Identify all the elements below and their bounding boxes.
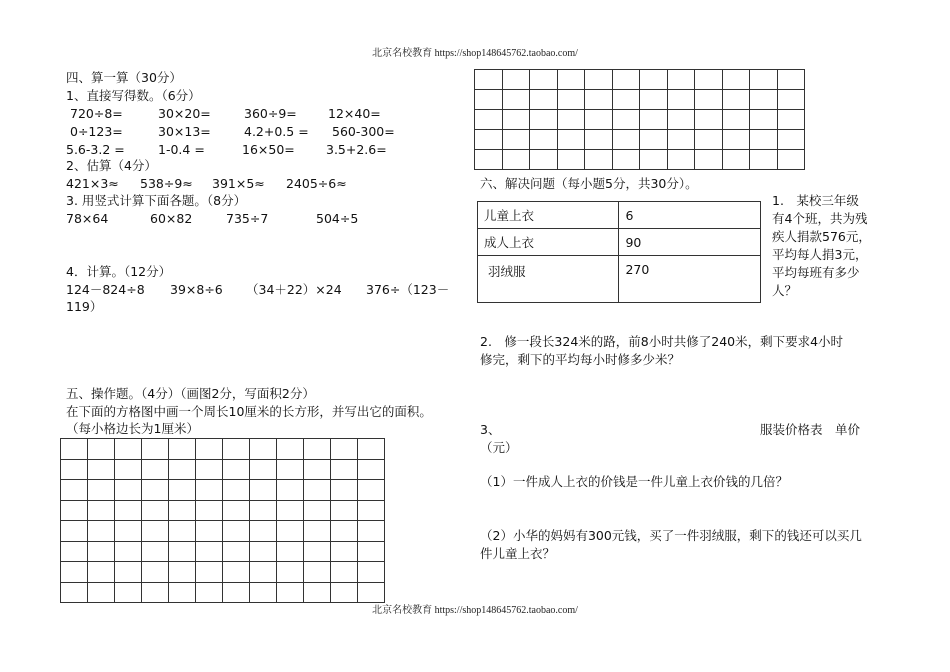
grid-cell[interactable] — [61, 582, 88, 603]
grid-cell[interactable] — [475, 90, 503, 110]
grid-cell[interactable] — [331, 562, 358, 583]
grid-cell[interactable] — [61, 500, 88, 521]
grid-cell[interactable] — [61, 541, 88, 562]
grid-cell[interactable] — [223, 541, 250, 562]
grid-cell[interactable] — [304, 582, 331, 603]
grid-cell[interactable] — [557, 150, 585, 170]
grid-cell[interactable] — [331, 480, 358, 501]
grid-cell[interactable] — [115, 459, 142, 480]
grid-cell[interactable] — [61, 562, 88, 583]
price-item-value: 90 — [619, 229, 761, 256]
grid-cell[interactable] — [695, 90, 723, 110]
grid-cell[interactable] — [585, 150, 613, 170]
grid-cell[interactable] — [115, 439, 142, 460]
grid-cell[interactable] — [88, 500, 115, 521]
grid-cell[interactable] — [250, 480, 277, 501]
problem-3-table-title: 服装价格表 单价 — [760, 422, 861, 437]
grid-cell[interactable] — [475, 130, 503, 150]
grid-cell[interactable] — [502, 110, 530, 130]
grid-cell[interactable] — [530, 70, 558, 90]
grid-cell[interactable] — [277, 521, 304, 542]
grid-cell[interactable] — [277, 459, 304, 480]
grid-cell[interactable] — [502, 150, 530, 170]
grid-row — [475, 150, 805, 170]
price-item-value: 6 — [619, 202, 761, 229]
grid-cell[interactable] — [169, 480, 196, 501]
square-grid-right[interactable] — [474, 69, 805, 170]
grid-cell[interactable] — [640, 110, 668, 130]
grid-cell[interactable] — [250, 541, 277, 562]
grid-cell[interactable] — [695, 130, 723, 150]
grid-cell[interactable] — [196, 459, 223, 480]
q1-r2c1: 1-0.4 = — [158, 142, 205, 157]
grid-cell[interactable] — [585, 130, 613, 150]
grid-cell[interactable] — [358, 562, 385, 583]
grid-cell[interactable] — [223, 562, 250, 583]
grid-cell[interactable] — [223, 521, 250, 542]
q1-r0c2: 360÷9= — [244, 106, 297, 121]
grid-cell[interactable] — [169, 439, 196, 460]
problem-1-line: 平均每人捐3元， — [772, 247, 868, 262]
grid-cell[interactable] — [502, 70, 530, 90]
problem-1-line: 疾人捐款576元， — [772, 229, 871, 244]
q3-item-1: 60×82 — [150, 211, 193, 226]
grid-cell[interactable] — [115, 500, 142, 521]
grid-cell[interactable] — [530, 90, 558, 110]
q3-item-0: 78×64 — [66, 211, 109, 226]
grid-cell[interactable] — [530, 150, 558, 170]
grid-cell[interactable] — [475, 110, 503, 130]
problem-3-question-2-line-1: （2）小华的妈妈有300元钱，买了一件羽绒服，剩下的钱还可以买几 — [480, 528, 862, 543]
grid-cell[interactable] — [142, 562, 169, 583]
q2-item-0: 421×3≈ — [66, 176, 119, 191]
grid-cell[interactable] — [358, 459, 385, 480]
problem-1-line: 1. 某校三年级 — [772, 193, 859, 208]
grid-cell[interactable] — [61, 459, 88, 480]
grid-cell[interactable] — [169, 459, 196, 480]
grid-cell[interactable] — [722, 130, 750, 150]
grid-cell[interactable] — [557, 90, 585, 110]
grid-cell[interactable] — [250, 439, 277, 460]
grid-cell[interactable] — [331, 521, 358, 542]
grid-cell[interactable] — [612, 90, 640, 110]
grid-cell[interactable] — [557, 110, 585, 130]
grid-cell[interactable] — [530, 130, 558, 150]
grid-cell[interactable] — [169, 582, 196, 603]
problem-1 — [772, 192, 892, 300]
grid-cell[interactable] — [88, 562, 115, 583]
section-4-title: 四、算一算（30分） — [66, 70, 182, 85]
grid-row — [61, 500, 385, 521]
grid-cell[interactable] — [358, 500, 385, 521]
grid-cell[interactable] — [223, 500, 250, 521]
grid-cell[interactable] — [612, 110, 640, 130]
section-5-description: 在下面的方格图中画一个周长10厘米的长方形，并写出它的面积。 — [66, 404, 432, 419]
grid-row — [475, 70, 805, 90]
q4-item-3: 376÷（123－ — [366, 282, 450, 297]
grid-cell[interactable] — [88, 541, 115, 562]
grid-cell[interactable] — [250, 459, 277, 480]
grid-cell[interactable] — [331, 500, 358, 521]
grid-cell[interactable] — [277, 500, 304, 521]
q1-title: 1、直接写得数。（6分） — [66, 88, 201, 103]
grid-cell[interactable] — [530, 110, 558, 130]
grid-cell[interactable] — [750, 130, 778, 150]
q1-r0c1: 30×20= — [158, 106, 211, 121]
grid-cell[interactable] — [695, 110, 723, 130]
grid-row — [475, 90, 805, 110]
grid-cell[interactable] — [304, 521, 331, 542]
grid-cell[interactable] — [304, 562, 331, 583]
grid-row — [61, 562, 385, 583]
problem-1-line: 平均每班有多少 — [772, 265, 860, 280]
grid-cell[interactable] — [142, 500, 169, 521]
grid-cell[interactable] — [640, 150, 668, 170]
grid-cell[interactable] — [667, 70, 695, 90]
grid-cell[interactable] — [667, 90, 695, 110]
grid-cell[interactable] — [667, 110, 695, 130]
problem-2-line-2: 修完，剩下的平均每小时修多少米？ — [480, 352, 681, 367]
grid-cell[interactable] — [304, 459, 331, 480]
problem-3-number: 3、 — [480, 422, 501, 437]
q1-r0c0: 720÷8= — [70, 106, 123, 121]
grid-cell[interactable] — [557, 70, 585, 90]
grid-cell[interactable] — [88, 459, 115, 480]
grid-cell[interactable] — [196, 521, 223, 542]
square-grid-left[interactable] — [60, 438, 385, 603]
grid-cell[interactable] — [277, 582, 304, 603]
grid-cell[interactable] — [331, 582, 358, 603]
q2-title: 2、估算（4分） — [66, 158, 157, 173]
q4-item-2: （34＋22）×24 — [246, 282, 342, 297]
grid-cell[interactable] — [304, 439, 331, 460]
q1-r2c3: 3.5+2.6= — [326, 142, 387, 157]
grid-cell[interactable] — [695, 70, 723, 90]
q1-r1c3: 560-300= — [332, 124, 395, 139]
grid-cell[interactable] — [722, 150, 750, 170]
grid-cell[interactable] — [250, 500, 277, 521]
grid-cell[interactable] — [196, 439, 223, 460]
grid-row — [61, 439, 385, 460]
grid-cell[interactable] — [142, 459, 169, 480]
grid-cell[interactable] — [585, 90, 613, 110]
grid-cell[interactable] — [475, 150, 503, 170]
q1-r2c0: 5.6-3.2 = — [66, 142, 125, 157]
grid-cell[interactable] — [585, 70, 613, 90]
grid-cell[interactable] — [750, 110, 778, 130]
grid-cell[interactable] — [640, 90, 668, 110]
section-5-note: （每小格边长为1厘米） — [66, 421, 199, 436]
grid-cell[interactable] — [169, 562, 196, 583]
grid-cell[interactable] — [142, 582, 169, 603]
grid-cell[interactable] — [223, 459, 250, 480]
grid-cell[interactable] — [358, 582, 385, 603]
grid-cell[interactable] — [612, 150, 640, 170]
grid-cell[interactable] — [115, 541, 142, 562]
grid-cell[interactable] — [612, 70, 640, 90]
price-item-name: 羽绒服 — [478, 256, 619, 303]
q2-item-2: 391×5≈ — [212, 176, 265, 191]
grid-cell[interactable] — [722, 90, 750, 110]
q2-item-1: 538÷9≈ — [140, 176, 193, 191]
grid-cell[interactable] — [695, 150, 723, 170]
grid-cell[interactable] — [667, 130, 695, 150]
grid-cell[interactable] — [777, 70, 805, 90]
grid-cell[interactable] — [61, 439, 88, 460]
grid-cell[interactable] — [358, 541, 385, 562]
table-row — [478, 229, 761, 256]
grid-cell[interactable] — [331, 439, 358, 460]
grid-cell[interactable] — [722, 70, 750, 90]
grid-cell[interactable] — [777, 110, 805, 130]
grid-cell[interactable] — [612, 130, 640, 150]
grid-cell[interactable] — [142, 541, 169, 562]
grid-cell[interactable] — [223, 439, 250, 460]
grid-row — [61, 541, 385, 562]
grid-cell[interactable] — [304, 541, 331, 562]
grid-cell[interactable] — [777, 150, 805, 170]
grid-cell[interactable] — [196, 541, 223, 562]
grid-cell[interactable] — [88, 439, 115, 460]
grid-cell[interactable] — [277, 480, 304, 501]
grid-cell[interactable] — [88, 480, 115, 501]
grid-cell[interactable] — [304, 500, 331, 521]
grid-cell[interactable] — [277, 541, 304, 562]
grid-cell[interactable] — [585, 110, 613, 130]
price-table — [477, 201, 761, 303]
grid-cell[interactable] — [750, 90, 778, 110]
grid-cell[interactable] — [502, 90, 530, 110]
grid-cell[interactable] — [169, 521, 196, 542]
grid-cell[interactable] — [250, 521, 277, 542]
grid-cell[interactable] — [142, 439, 169, 460]
grid-cell[interactable] — [250, 582, 277, 603]
grid-row — [61, 582, 385, 603]
grid-row — [61, 480, 385, 501]
price-item-name: 成人上衣 — [478, 229, 619, 256]
q4-item-3-continued: 119） — [66, 299, 103, 314]
grid-cell[interactable] — [223, 582, 250, 603]
grid-cell[interactable] — [169, 541, 196, 562]
grid-cell[interactable] — [331, 541, 358, 562]
grid-cell[interactable] — [358, 521, 385, 542]
grid-row — [61, 521, 385, 542]
grid-cell[interactable] — [196, 562, 223, 583]
grid-cell[interactable] — [196, 500, 223, 521]
q4-item-0: 124－824÷8 — [66, 282, 145, 297]
q1-r1c0: 0÷123= — [70, 124, 123, 139]
grid-row — [61, 459, 385, 480]
q3-title: 3. 用竖式计算下面各题。（8分） — [66, 193, 247, 208]
grid-cell[interactable] — [358, 439, 385, 460]
grid-cell[interactable] — [142, 521, 169, 542]
grid-cell[interactable] — [250, 562, 277, 583]
q3-item-3: 504÷5 — [316, 211, 359, 226]
grid-row — [475, 130, 805, 150]
grid-cell[interactable] — [722, 110, 750, 130]
q1-r2c2: 16×50= — [242, 142, 295, 157]
grid-cell[interactable] — [304, 480, 331, 501]
price-item-value: 270 — [619, 256, 761, 303]
grid-cell[interactable] — [475, 70, 503, 90]
problem-3-question-1: （1）一件成人上衣的价钱是一件儿童上衣价钱的几倍？ — [480, 474, 788, 489]
page-footer: 北京名校教育 https://shop148645762.taobao.com/ — [372, 605, 578, 616]
q4-title: 4．计算。（12分） — [66, 264, 172, 279]
grid-cell[interactable] — [331, 459, 358, 480]
grid-cell[interactable] — [557, 130, 585, 150]
problem-1-line: 有4个班，共为残 — [772, 211, 868, 226]
grid-cell[interactable] — [196, 582, 223, 603]
q2-item-3: 2405÷6≈ — [286, 176, 347, 191]
problem-3-question-2-line-2: 件儿童上衣？ — [480, 546, 556, 561]
grid-cell[interactable] — [88, 521, 115, 542]
q1-r1c1: 30×13= — [158, 124, 211, 139]
grid-cell[interactable] — [196, 480, 223, 501]
price-item-name: 儿童上衣 — [478, 202, 619, 229]
grid-cell[interactable] — [640, 70, 668, 90]
grid-cell[interactable] — [667, 150, 695, 170]
q1-r0c3: 12×40= — [328, 106, 381, 121]
table-row — [478, 256, 761, 303]
page-header: 北京名校教育 https://shop148645762.taobao.com/ — [372, 48, 578, 59]
grid-cell[interactable] — [61, 521, 88, 542]
q3-item-2: 735÷7 — [226, 211, 269, 226]
table-row — [478, 202, 761, 229]
problem-2-line-1: 2. 修一段长324米的路，前8小时共修了240米，剩下要求4小时 — [480, 334, 844, 349]
grid-cell[interactable] — [640, 130, 668, 150]
grid-cell[interactable] — [115, 562, 142, 583]
grid-cell[interactable] — [750, 70, 778, 90]
grid-row — [475, 110, 805, 130]
q1-r1c2: 4.2+0.5 = — [244, 124, 309, 139]
grid-cell[interactable] — [61, 480, 88, 501]
grid-cell[interactable] — [502, 130, 530, 150]
problem-3-unit: （元） — [480, 440, 518, 455]
problem-1-line: 人？ — [772, 283, 798, 298]
grid-cell[interactable] — [223, 480, 250, 501]
grid-cell[interactable] — [777, 90, 805, 110]
grid-cell[interactable] — [115, 521, 142, 542]
grid-cell[interactable] — [142, 480, 169, 501]
grid-cell[interactable] — [277, 439, 304, 460]
grid-cell[interactable] — [277, 562, 304, 583]
grid-cell[interactable] — [777, 130, 805, 150]
section-6-title: 六、解决问题（每小题5分，共30分）。 — [480, 176, 698, 191]
grid-cell[interactable] — [115, 582, 142, 603]
grid-cell[interactable] — [169, 500, 196, 521]
section-5-title: 五、操作题。（4分）（画图2分，写面积2分） — [66, 386, 315, 401]
grid-cell[interactable] — [750, 150, 778, 170]
q4-item-1: 39×8÷6 — [170, 282, 223, 297]
grid-cell[interactable] — [88, 582, 115, 603]
grid-cell[interactable] — [358, 480, 385, 501]
grid-cell[interactable] — [115, 480, 142, 501]
